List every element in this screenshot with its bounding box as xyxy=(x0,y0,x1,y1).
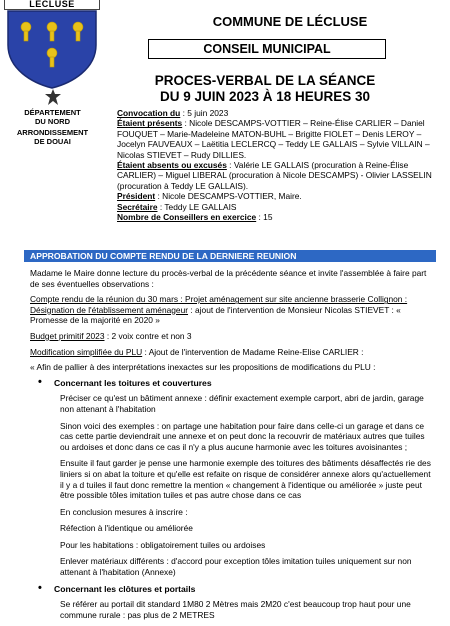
bullet-clotures: • Concernant les clôtures et portails xyxy=(30,584,434,595)
plu-quote: « Afin de pallier à des interprétations inexactes sur les propositions de modifications du PLU : xyxy=(30,362,376,373)
clotures-list xyxy=(30,599,434,620)
list-item: Réfection à l'identique ou améliorée xyxy=(60,523,193,534)
meta-secretaire: Secrétaire : Teddy LE GALLAIS xyxy=(117,201,237,212)
list-item: Enlever matériaux différents : d'accord pour exception tôles imitation tuiles uniquement sur non attenant à l'habitation (Annexe) xyxy=(60,556,412,578)
pv-title: PROCES-VERBAL DE LA SÉANCE DU 9 JUIN 2023 À 18 HEURES 30 xyxy=(154,73,376,104)
section-heading: APPROBATION DU COMPTE RENDU DE LA DERNIERE REUNION xyxy=(24,250,436,262)
crown-emblem-icon xyxy=(44,88,62,106)
compte-rendu-paragraph: Compte rendu de la réunion du 30 mars : Projet aménagement sur site ancienne brasserie Collignon : Désignation de l'établissement aménageur : ajout de l'intervention de Monsieur Nicolas STIEVET : « Promesse de la majorité en 2020 » xyxy=(30,294,408,326)
list-item: Se référer au portail dit standard 1M80 2 Mètres mais 2M20 c'est beaucoup trop haut pour une commune rurale : pas plus de 2 METRES xyxy=(60,599,411,620)
meta-absents: Étaient absents ou excusés : Valérie LE GALLAIS (procuration à Reine-Élise CARLIER) – Miguel LIBERAL (procuration à Nicole DESCAMPS) - Olivier LASSELIN (procuration à Teddy LE GALLAIS). xyxy=(117,160,432,191)
list-item: Pour les habitations : obligatoirement tuiles ou ardoises xyxy=(60,539,266,550)
budget-paragraph: Budget primitif 2023 : 2 voix contre et non 3 xyxy=(30,330,192,341)
list-item: Préciser ce qu'est un bâtiment annexe : définir exactement exemple carport, abri de jardin, garage non attenant à l'habitation xyxy=(60,393,424,414)
bullet-toitures: • Concernant les toitures et couvertures xyxy=(30,378,434,389)
arrondissement-info: ARRONDISSEMENT DE DOUAI xyxy=(16,128,89,146)
plu-paragraph: Modification simplifiée du PLU : Ajout de l'intervention de Madame Reine-Elise CARLIER : xyxy=(30,346,364,357)
meta-presents: Étaient présents : Nicole DESCAMPS-VOTTIER – Reine-Élise CARLIER – Daniel FOUQUET – Marie-Madeleine MATON-BUHL – Brigitte FIOLET – Denis LEROY – Jocelyn FAUVEAUX – Laëtitia LECLERCQ – Teddy LE GALLAIS – Sylvie VILLAIN – Nicolas STIEVET – Rudy DILLIES. xyxy=(117,118,430,160)
department-info: DÉPARTEMENT DU NORD xyxy=(24,108,81,126)
list-item: Ensuite il faut garder je pense une harmonie exemple des toitures des bâtiments désaffectés rie des liniers si on abat la toiture et qu'elle est refaite on risque de considérer annexe alors qu'actuellement il y a d tuiles il faut donc remettre la mention « changement à l'identique ou améliorée » juste peut être possible tôles imitation tuiles et pas autre chose dans ce cas xyxy=(60,458,431,501)
coat-of-arms-icon xyxy=(6,9,98,89)
intro-paragraph: Madame le Maire donne lecture du procès-verbal de la précédente séance et invite l'assemblée à faire part de ses éventuelles observations : xyxy=(30,268,427,289)
list-item: En conclusion mesures à inscrire : xyxy=(60,506,188,517)
crest-name: LÉCLUSE xyxy=(4,0,100,10)
meta-president: Président : Nicole DESCAMPS-VOTTIER, Maire. xyxy=(117,191,302,202)
list-item: Sinon voici des exemples : on partage une habitation pour faire dans celle-ci un garage et dans ce cas cette partie deviendrait une annexe et on peut donc la recouvrir de matériaux autres que tuiles ou ardoises et donc dans ce cas il n'y a plus aucune harmonie avec les toitures avoisinantes ; xyxy=(60,420,425,452)
conseil-title-box: CONSEIL MUNICIPAL xyxy=(148,39,386,59)
commune-title: COMMUNE DE LÉCLUSE xyxy=(212,14,368,29)
meeting-meta xyxy=(117,108,442,222)
document-body xyxy=(30,268,434,626)
toitures-list xyxy=(30,393,434,577)
meta-conseillers: Nombre de Conseillers en exercice : 15 xyxy=(117,212,273,223)
meta-convocation: Convocation du : 5 juin 2023 xyxy=(117,108,229,118)
